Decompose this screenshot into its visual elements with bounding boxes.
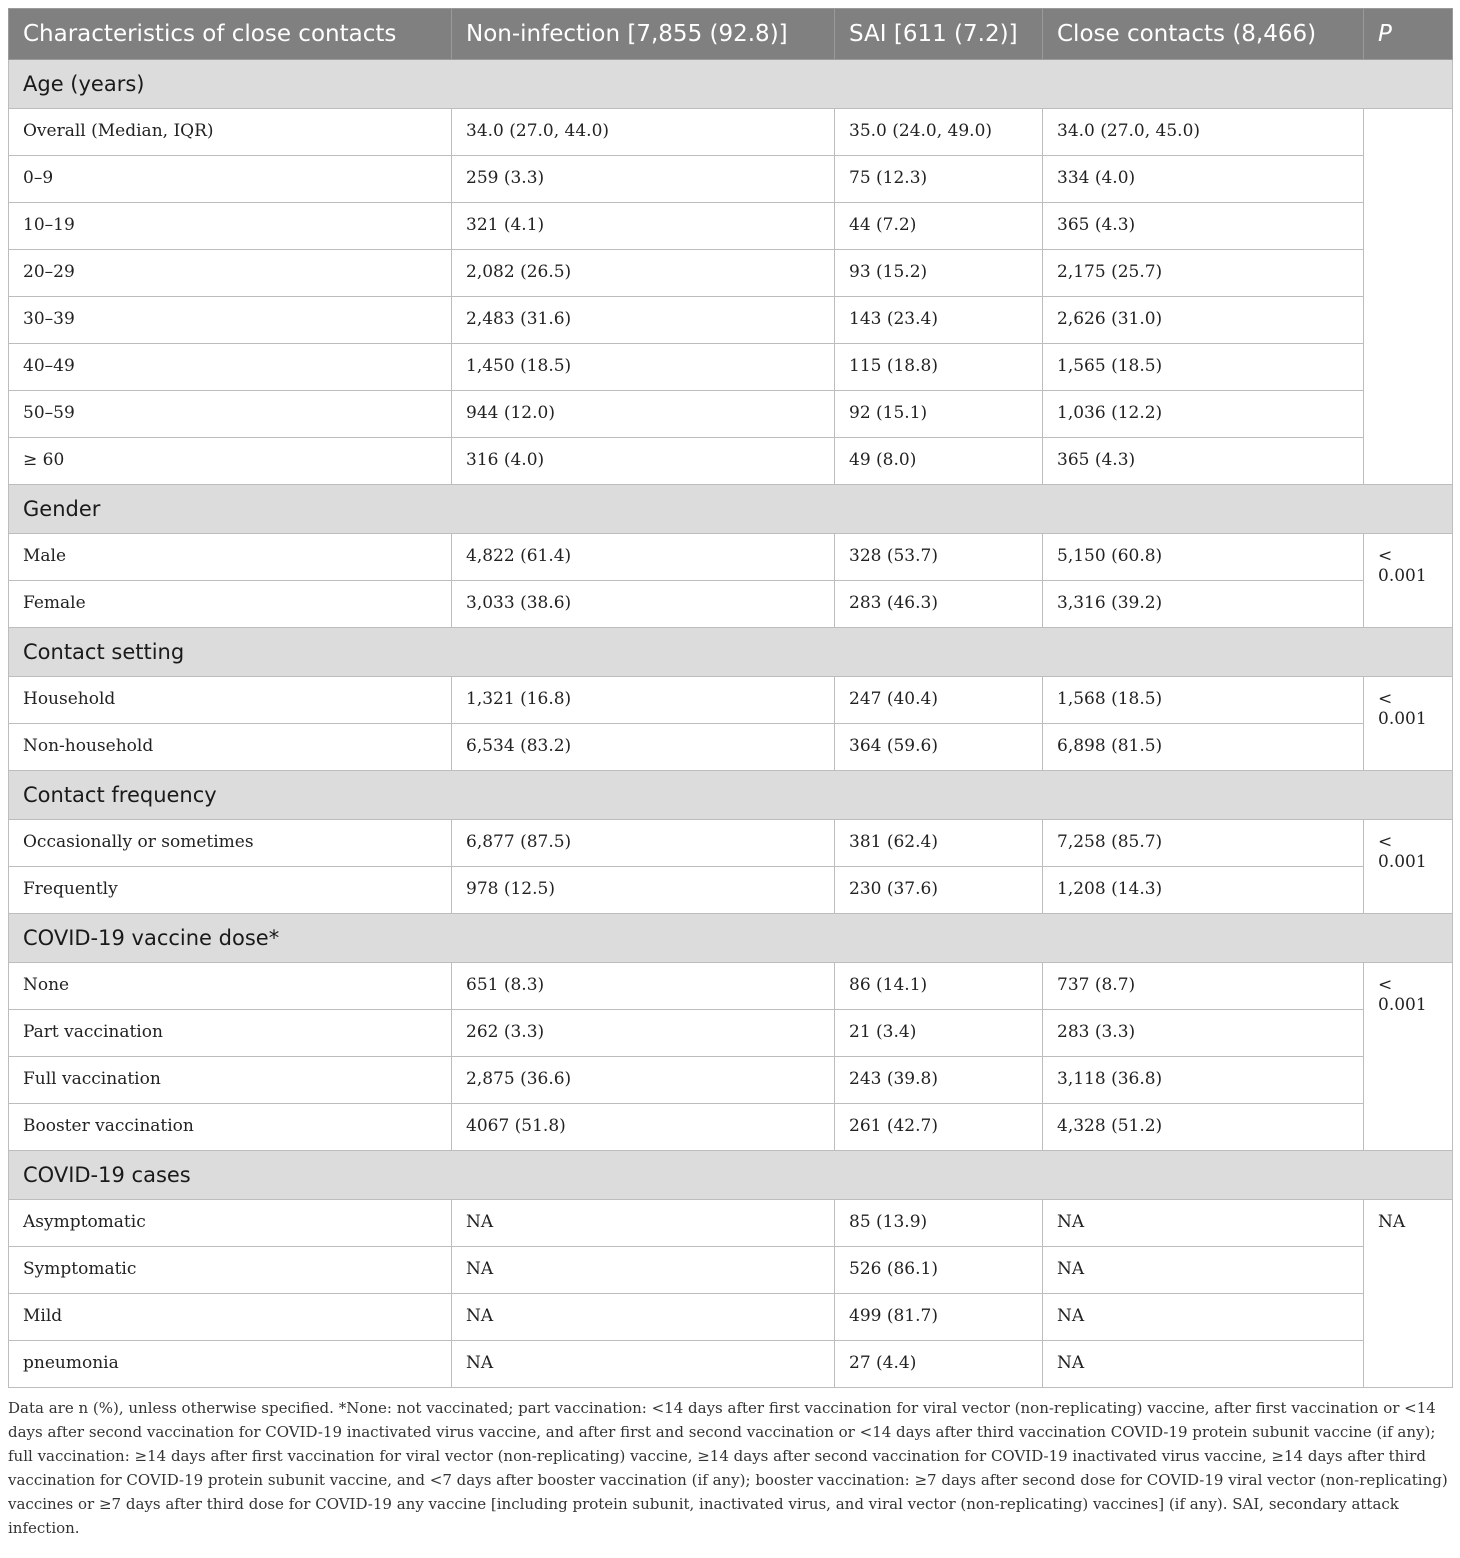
sai-cell: 27 (4.4) <box>835 1341 1043 1388</box>
close-contacts-cell: 334 (4.0) <box>1043 156 1364 203</box>
table-row <box>9 1200 1453 1247</box>
p-value-cell <box>1364 109 1453 485</box>
non-infection-cell: 262 (3.3) <box>452 1010 835 1057</box>
close-contacts-cell: 3,316 (39.2) <box>1043 581 1364 628</box>
characteristic-cell: Mild <box>9 1294 452 1341</box>
sai-cell: 143 (23.4) <box>835 297 1043 344</box>
close-contacts-cell: 7,258 (85.7) <box>1043 820 1364 867</box>
sai-cell: 92 (15.1) <box>835 391 1043 438</box>
table-row <box>9 677 1453 724</box>
close-contacts-cell: 1,565 (18.5) <box>1043 344 1364 391</box>
sai-cell: 49 (8.0) <box>835 438 1043 485</box>
non-infection-cell: 6,877 (87.5) <box>452 820 835 867</box>
non-infection-cell: 651 (8.3) <box>452 963 835 1010</box>
table-row <box>9 1010 1453 1057</box>
characteristic-cell: pneumonia <box>9 1341 452 1388</box>
table-row <box>9 1057 1453 1104</box>
table-row <box>9 109 1453 156</box>
table-row <box>9 534 1453 581</box>
non-infection-cell: 259 (3.3) <box>452 156 835 203</box>
non-infection-cell: 316 (4.0) <box>452 438 835 485</box>
sai-cell: 44 (7.2) <box>835 203 1043 250</box>
characteristic-cell: Non-household <box>9 724 452 771</box>
table-row <box>9 344 1453 391</box>
sai-cell: 381 (62.4) <box>835 820 1043 867</box>
section-title: COVID-19 vaccine dose* <box>9 914 1453 963</box>
table-row <box>9 724 1453 771</box>
table-row <box>9 203 1453 250</box>
p-value-cell: < 0.001 <box>1364 677 1453 771</box>
header-characteristics: Characteristics of close contacts <box>9 9 452 60</box>
non-infection-cell: 2,483 (31.6) <box>452 297 835 344</box>
sai-cell: 283 (46.3) <box>835 581 1043 628</box>
table-row <box>9 581 1453 628</box>
sai-cell: 499 (81.7) <box>835 1294 1043 1341</box>
sai-cell: 526 (86.1) <box>835 1247 1043 1294</box>
close-contacts-cell: NA <box>1043 1200 1364 1247</box>
section-row <box>9 914 1453 963</box>
table-row <box>9 867 1453 914</box>
table-row <box>9 438 1453 485</box>
sai-cell: 115 (18.8) <box>835 344 1043 391</box>
non-infection-cell: NA <box>452 1341 835 1388</box>
table-row <box>9 1247 1453 1294</box>
section-title: Gender <box>9 485 1453 534</box>
characteristic-cell: Symptomatic <box>9 1247 452 1294</box>
sai-cell: 21 (3.4) <box>835 1010 1043 1057</box>
characteristic-cell: Overall (Median, IQR) <box>9 109 452 156</box>
header-sai: SAI [611 (7.2)] <box>835 9 1043 60</box>
close-contacts-cell: 1,036 (12.2) <box>1043 391 1364 438</box>
section-row <box>9 1151 1453 1200</box>
header-p-value: P <box>1364 9 1453 60</box>
non-infection-cell: 2,082 (26.5) <box>452 250 835 297</box>
non-infection-cell: 4,822 (61.4) <box>452 534 835 581</box>
close-contacts-cell: 1,568 (18.5) <box>1043 677 1364 724</box>
close-contacts-cell: 5,150 (60.8) <box>1043 534 1364 581</box>
close-contacts-cell: NA <box>1043 1247 1364 1294</box>
characteristic-cell: Occasionally or sometimes <box>9 820 452 867</box>
table-row <box>9 1104 1453 1151</box>
characteristic-cell: Household <box>9 677 452 724</box>
non-infection-cell: 4067 (51.8) <box>452 1104 835 1151</box>
table-row <box>9 391 1453 438</box>
non-infection-cell: 1,321 (16.8) <box>452 677 835 724</box>
sai-cell: 85 (13.9) <box>835 1200 1043 1247</box>
sai-cell: 247 (40.4) <box>835 677 1043 724</box>
non-infection-cell: 321 (4.1) <box>452 203 835 250</box>
p-value-cell: < 0.001 <box>1364 963 1453 1151</box>
sai-cell: 75 (12.3) <box>835 156 1043 203</box>
non-infection-cell: 978 (12.5) <box>452 867 835 914</box>
non-infection-cell: NA <box>452 1294 835 1341</box>
non-infection-cell: 3,033 (38.6) <box>452 581 835 628</box>
close-contacts-cell: 2,626 (31.0) <box>1043 297 1364 344</box>
characteristic-cell: Booster vaccination <box>9 1104 452 1151</box>
close-contacts-cell: 3,118 (36.8) <box>1043 1057 1364 1104</box>
sai-cell: 35.0 (24.0, 49.0) <box>835 109 1043 156</box>
table-row <box>9 963 1453 1010</box>
section-row <box>9 485 1453 534</box>
section-row <box>9 628 1453 677</box>
non-infection-cell: NA <box>452 1247 835 1294</box>
section-title: Age (years) <box>9 60 1453 109</box>
table-row <box>9 156 1453 203</box>
table-body <box>9 60 1453 1388</box>
sai-cell: 261 (42.7) <box>835 1104 1043 1151</box>
characteristic-cell: 50–59 <box>9 391 452 438</box>
section-title: COVID-19 cases <box>9 1151 1453 1200</box>
non-infection-cell: 944 (12.0) <box>452 391 835 438</box>
characteristic-cell: Part vaccination <box>9 1010 452 1057</box>
sai-cell: 86 (14.1) <box>835 963 1043 1010</box>
characteristic-cell: 40–49 <box>9 344 452 391</box>
characteristic-cell: Frequently <box>9 867 452 914</box>
close-contacts-cell: 1,208 (14.3) <box>1043 867 1364 914</box>
characteristic-cell: Male <box>9 534 452 581</box>
close-contacts-cell: 365 (4.3) <box>1043 438 1364 485</box>
sai-cell: 243 (39.8) <box>835 1057 1043 1104</box>
table-row <box>9 820 1453 867</box>
table-container <box>8 8 1452 1540</box>
section-row <box>9 60 1453 109</box>
characteristic-cell: 20–29 <box>9 250 452 297</box>
close-contacts-cell: 34.0 (27.0, 45.0) <box>1043 109 1364 156</box>
table-row <box>9 297 1453 344</box>
non-infection-cell: NA <box>452 1200 835 1247</box>
p-value-cell: NA <box>1364 1200 1453 1388</box>
sai-cell: 230 (37.6) <box>835 867 1043 914</box>
close-contacts-cell: 737 (8.7) <box>1043 963 1364 1010</box>
table-row <box>9 250 1453 297</box>
close-contacts-cell: NA <box>1043 1341 1364 1388</box>
header-row <box>9 9 1453 60</box>
sai-cell: 328 (53.7) <box>835 534 1043 581</box>
header-close-contacts: Close contacts (8,466) <box>1043 9 1364 60</box>
close-contacts-cell: 6,898 (81.5) <box>1043 724 1364 771</box>
footnote: Data are n (%), unless otherwise specified. *None: not vaccinated; part vaccination: <14 days after first vaccination for viral vector (non-replicating) vaccine, after first vaccination or <14 days after second vaccination for COVID-19 inactivated virus vaccine, and after first and second vaccination or <14 days after third vaccination COVID-19 protein subunit vaccine (if any); full vaccination: ≥14 days after first vaccination for viral vector (non-replicating) vaccine, ≥14 days after second vaccination for COVID-19 inactivated virus vaccine, ≥14 days after third vaccination for COVID-19 protein subunit vaccine, and <7 days after booster vaccination (if any); booster vaccination: ≥7 days after second dose for COVID-19 viral vector (non-replicating) vaccines or ≥7 days after third dose for COVID-19 any vaccine [including protein subunit, inactivated virus, and viral vector (non-replicating) vaccines] (if any). SAI, secondary attack infection. <box>8 1399 1448 1537</box>
header-non-infection: Non-infection [7,855 (92.8)] <box>452 9 835 60</box>
section-row <box>9 771 1453 820</box>
p-value-cell: < 0.001 <box>1364 534 1453 628</box>
characteristic-cell: 10–19 <box>9 203 452 250</box>
non-infection-cell: 2,875 (36.6) <box>452 1057 835 1104</box>
characteristics-table <box>8 8 1453 1388</box>
table-row <box>9 1341 1453 1388</box>
characteristic-cell: 0–9 <box>9 156 452 203</box>
characteristic-cell: Female <box>9 581 452 628</box>
close-contacts-cell: 365 (4.3) <box>1043 203 1364 250</box>
p-value-cell: < 0.001 <box>1364 820 1453 914</box>
table-header <box>9 9 1453 60</box>
characteristic-cell: Asymptomatic <box>9 1200 452 1247</box>
table-row <box>9 1294 1453 1341</box>
non-infection-cell: 6,534 (83.2) <box>452 724 835 771</box>
non-infection-cell: 34.0 (27.0, 44.0) <box>452 109 835 156</box>
close-contacts-cell: 2,175 (25.7) <box>1043 250 1364 297</box>
non-infection-cell: 1,450 (18.5) <box>452 344 835 391</box>
characteristic-cell: 30–39 <box>9 297 452 344</box>
close-contacts-cell: NA <box>1043 1294 1364 1341</box>
section-title: Contact frequency <box>9 771 1453 820</box>
close-contacts-cell: 4,328 (51.2) <box>1043 1104 1364 1151</box>
section-title: Contact setting <box>9 628 1453 677</box>
characteristic-cell: ≥ 60 <box>9 438 452 485</box>
sai-cell: 93 (15.2) <box>835 250 1043 297</box>
sai-cell: 364 (59.6) <box>835 724 1043 771</box>
close-contacts-cell: 283 (3.3) <box>1043 1010 1364 1057</box>
characteristic-cell: Full vaccination <box>9 1057 452 1104</box>
characteristic-cell: None <box>9 963 452 1010</box>
